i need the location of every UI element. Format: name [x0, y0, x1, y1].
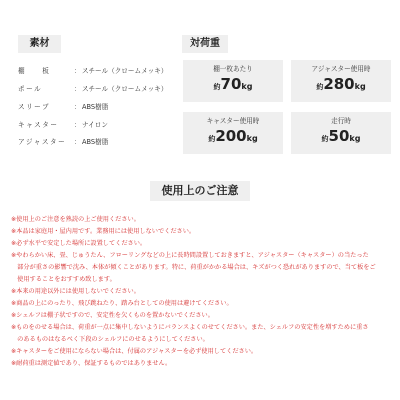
caution-line: のあるものはなるべく下段のシェルフにのせるようにしてください。	[11, 336, 209, 343]
caution-line: ※本来の用途以外には使用しないでください。	[11, 288, 140, 295]
material-value: ABS樹脂	[82, 138, 109, 146]
material-name: アジャスター	[18, 138, 67, 146]
load-card-per-shelf	[183, 60, 283, 102]
caution-list	[11, 214, 391, 370]
material-row-adjuster	[18, 137, 108, 147]
caution-line: ※シェルフは棚子状ですので、安定性を欠くものを置かないでください。	[11, 312, 214, 319]
caution-line: ※キャスターをご使用にならない場合は、付属のアジャスターを必ず使用してください。	[11, 348, 258, 355]
material-name: キャスター	[18, 121, 59, 129]
load-unit: kg	[241, 82, 253, 91]
usage-caution-heading: 使用上のご注意	[150, 181, 250, 201]
caution-line: 部分が重さの影響で沈み、本体が傾くことがあります。特に、荷重がかかる場合は、キズがつく恐れがありますので、当て板をご	[11, 264, 376, 271]
load-card-title: 棚一枚あたり	[213, 65, 253, 73]
caution-line: ※やわらかい床、畳、じゅうたん、フローリングなどの上に長時間設置しておきますと、アジャスター（キャスター）の当たった	[11, 252, 369, 259]
load-card-title: アジャスター使用時	[311, 65, 371, 73]
load-card-value	[183, 126, 283, 145]
load-card-title: 走行時	[331, 117, 351, 125]
caution-line: ※使用上のご注意を熟読の上ご使用ください。	[11, 216, 140, 223]
material-heading: 素材	[18, 35, 61, 53]
load-unit: kg	[246, 134, 258, 143]
load-card-caster	[183, 112, 283, 154]
material-value: スチール（クロームメッキ）	[82, 67, 168, 75]
load-unit: kg	[354, 82, 366, 91]
load-prefix: 約	[321, 135, 329, 143]
load-number: 50	[328, 127, 350, 145]
material-name: スリーブ	[18, 103, 51, 111]
material-value: ナイロン	[82, 121, 108, 129]
material-row-pole	[18, 84, 167, 94]
caution-line: ※本品は家庭用・屋内用です。業務用には使用しないでください。	[11, 228, 196, 235]
material-value: ABS樹脂	[82, 103, 109, 111]
material-row-sleeve	[18, 102, 108, 112]
material-separator: ：	[74, 85, 81, 93]
caution-line: ※必ず水平で安定した場所に設置してください。	[11, 240, 147, 247]
load-number: 70	[220, 75, 242, 93]
material-row-caster	[18, 120, 108, 130]
material-separator: ：	[74, 121, 81, 129]
load-card-adjuster	[291, 60, 391, 102]
caution-line: ※ものをのせる場合は、荷重が一点に集中しないようにバランスよくのせてください。また、シェルフの安定性を増すために重さ	[11, 324, 369, 331]
material-separator: ：	[74, 138, 81, 146]
load-card-value	[183, 74, 283, 93]
load-unit: kg	[349, 134, 361, 143]
material-value: スチール（クロームメッキ）	[82, 85, 168, 93]
load-number: 280	[323, 75, 355, 93]
material-separator: ：	[74, 103, 81, 111]
load-prefix: 約	[316, 83, 324, 91]
load-card-moving	[291, 112, 391, 154]
load-number: 200	[215, 127, 247, 145]
caution-line: ※耐荷重は測定値であり、保証するものではありません。	[11, 360, 172, 367]
load-card-title: キャスター使用時	[206, 117, 260, 125]
material-name: 棚 板	[18, 67, 51, 75]
material-name: ポール	[18, 85, 43, 93]
material-separator: ：	[74, 67, 81, 75]
load-card-value	[291, 74, 391, 93]
caution-line: 使用することをおすすめ致します。	[11, 276, 116, 283]
load-card-value	[291, 126, 391, 145]
load-capacity-heading: 対荷重	[182, 35, 228, 53]
load-prefix: 約	[208, 135, 216, 143]
material-row-shelf	[18, 66, 167, 76]
caution-line: ※商品の上にのったり、飛び跳ねたり、踏み台としての使用は避けてください。	[11, 300, 233, 307]
load-prefix: 約	[213, 83, 221, 91]
